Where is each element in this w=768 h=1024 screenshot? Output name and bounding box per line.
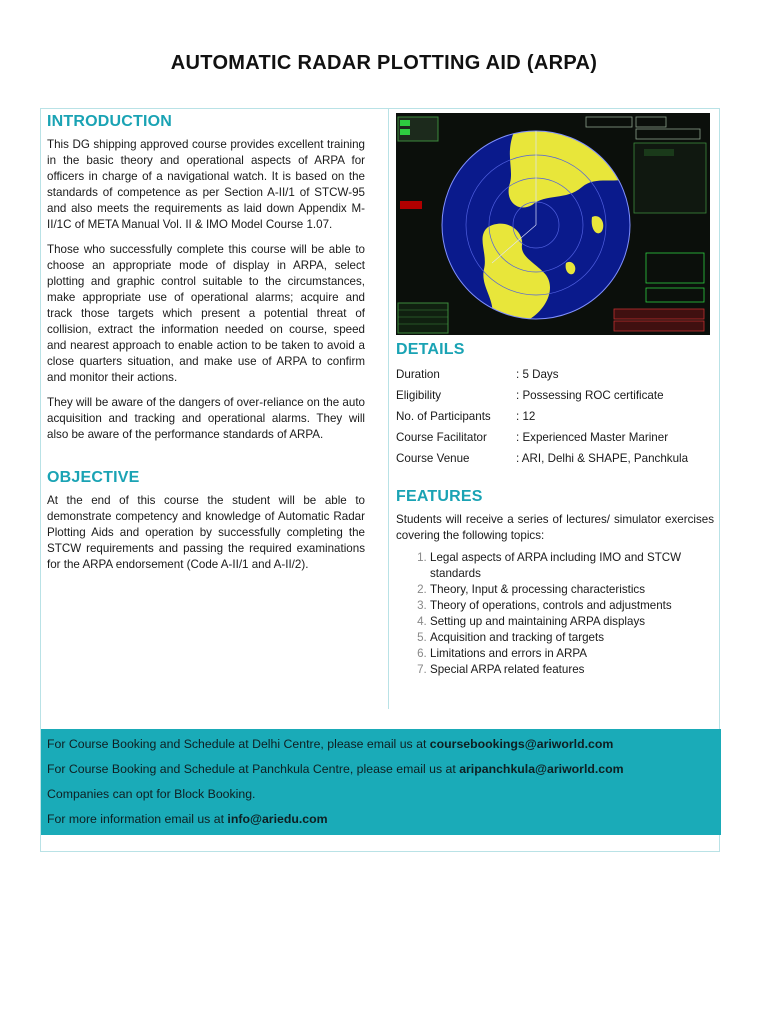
details-value: : 5 Days (516, 368, 559, 381)
objective-text: At the end of this course the student will be able to demonstrate competency and knowledge of Automatic Radar Plotting Aids and operation by successfully completing the STCW requirements and passing the required examinations for the ARPA endorsement (Code A-II/1 and A-II/2). (47, 494, 365, 571)
list-item: 4. Setting up and maintaining ARPA displays (430, 614, 714, 630)
introduction-heading: INTRODUCTION (47, 113, 173, 130)
list-item: 2. Theory, Input & processing characteristics (430, 582, 714, 598)
radar-screen-graphic (396, 113, 710, 335)
details-label: Eligibility (396, 389, 442, 402)
details-label: No. of Participants (396, 410, 491, 423)
details-row (396, 386, 714, 407)
right-column (396, 113, 714, 678)
list-item: 3. Theory of operations, controls and adjustments (430, 598, 714, 614)
introduction-paragraph-1: This DG shipping approved course provides excellent training in the basic theory and operational aspects of ARPA for officers in charge of a navigational watch. It is based on the standards of competence as per Section A-II/1 of STCW-95 and also meets the requirements as laid down Appendix M-II/1C of META Manual Vol. II & IMO Model Course 1.07. (47, 138, 365, 231)
info-text: For more information email us at (47, 812, 228, 826)
objective-heading: OBJECTIVE (47, 469, 140, 486)
list-item: 6. Limitations and errors in ARPA (430, 646, 714, 662)
list-item: 7. Special ARPA related features (430, 662, 714, 678)
info-email-link[interactable]: info@ariedu.com (227, 812, 328, 826)
delhi-booking-text: For Course Booking and Schedule at Delhi Centre, please email us at (47, 737, 430, 751)
page-title: AUTOMATIC RADAR PLOTTING AID (ARPA) (170, 52, 598, 74)
info-line (47, 810, 721, 828)
details-row (396, 449, 714, 470)
details-row (396, 428, 714, 449)
details-value: : 12 (516, 410, 536, 423)
radar-display-image (396, 113, 710, 335)
panchkula-booking-text: For Course Booking and Schedule at Panchkula Centre, please email us at (47, 762, 460, 776)
features-intro: Students will receive a series of lectures/ simulator exercises covering the following topics: (396, 513, 714, 542)
details-table (396, 365, 714, 470)
details-row (396, 365, 714, 386)
details-label: Duration (396, 368, 440, 381)
column-divider (388, 109, 389, 709)
left-column (47, 113, 365, 582)
details-heading: DETAILS (396, 341, 465, 358)
features-heading: FEATURES (396, 488, 483, 505)
details-label: Course Venue (396, 452, 470, 465)
details-row (396, 407, 714, 428)
details-value: : Experienced Master Mariner (516, 431, 669, 444)
details-value: : ARI, Delhi & SHAPE, Panchkula (516, 452, 689, 465)
list-item: 5. Acquisition and tracking of targets (430, 630, 714, 646)
panchkula-booking-line (47, 760, 721, 778)
delhi-booking-line (47, 735, 721, 753)
block-booking-line: Companies can opt for Block Booking. (47, 787, 256, 801)
introduction-paragraph-2: Those who successfully complete this course will be able to choose an appropriate mode of display in ARPA, select plotting and graphic control suitable to the circumstances, make appropriate use of operational alarms; acquire and track those targets which present a potential threat of collision, extract the information needed on course, speed and nearest approach to enable action to be taken to avoid a close quarters situation, and make use of ARPA to confirm and monitor their actions. (47, 243, 365, 384)
contact-banner (41, 729, 721, 835)
delhi-email-link[interactable]: coursebookings@ariworld.com (429, 737, 614, 751)
details-label: Course Facilitator (396, 431, 487, 444)
panchkula-email-link[interactable]: aripanchkula@ariworld.com (459, 762, 624, 776)
introduction-paragraph-3: They will be aware of the dangers of over-reliance on the auto acquisition and tracking and operational alarms. They will also be aware of the performance standards of ARPA. (47, 396, 365, 441)
features-list (396, 550, 714, 678)
course-card (40, 108, 720, 852)
list-item: 1. Legal aspects of ARPA including IMO and STCW standards (430, 550, 714, 582)
details-value: : Possessing ROC certificate (516, 389, 664, 402)
